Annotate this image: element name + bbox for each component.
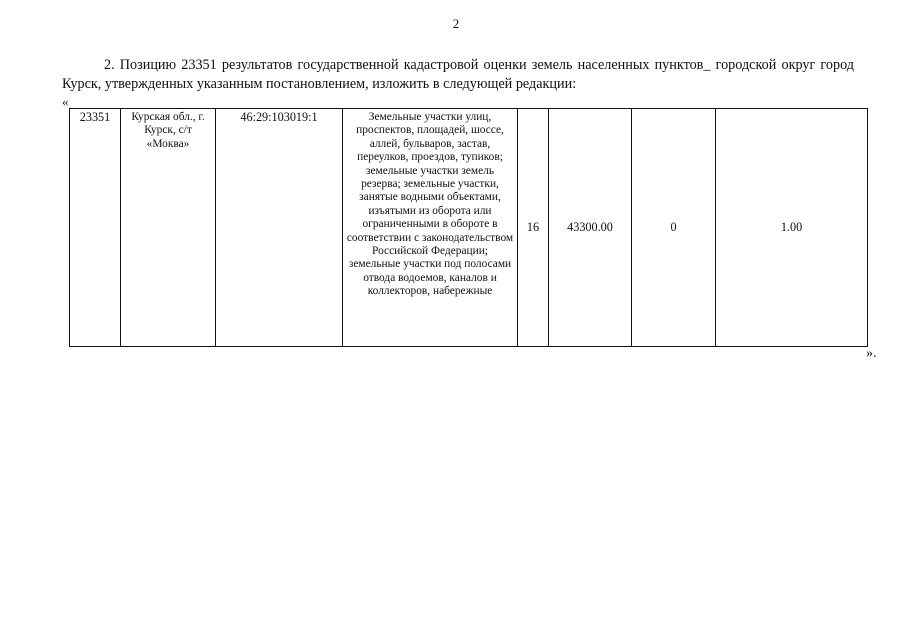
cell-address: Курская обл., г. Курск, с/т «Моква» — [121, 109, 216, 347]
cell-cadastral-number: 46:29:103019:1 — [216, 109, 343, 347]
cell-group: 16 — [518, 109, 549, 347]
opening-quote: « — [62, 94, 69, 109]
amendment-paragraph: 2. Позицию 23351 результатов государственной кадастровой оценки земель населенных пунктов_ городской округ город Курск, утвержденных указанным постановлением, изложить в следующей редакции: — [62, 57, 854, 92]
page-number: 2 — [452, 16, 460, 31]
cell-coefficient: 1.00 — [716, 109, 868, 347]
closing-quote: ». — [866, 346, 877, 361]
table-row — [70, 109, 868, 347]
cell-area: 43300.00 — [549, 109, 632, 347]
cadastral-position-table — [69, 108, 868, 347]
cell-position: 23351 — [70, 109, 121, 347]
cell-value: 0 — [632, 109, 716, 347]
cell-land-use: Земельные участки улиц, проспектов, площадей, шоссе, аллей, бульваров, застав, переулков, проездов, тупиков; земельные участки земель резерва; земельные участки, занятые водными объектами, изъятыми из оборота или ограниченными в обороте в соответствии с законодательством Российской Федерации; земельные участки под полосами отвода водоемов, каналов и коллекторов, набережные — [343, 109, 518, 347]
